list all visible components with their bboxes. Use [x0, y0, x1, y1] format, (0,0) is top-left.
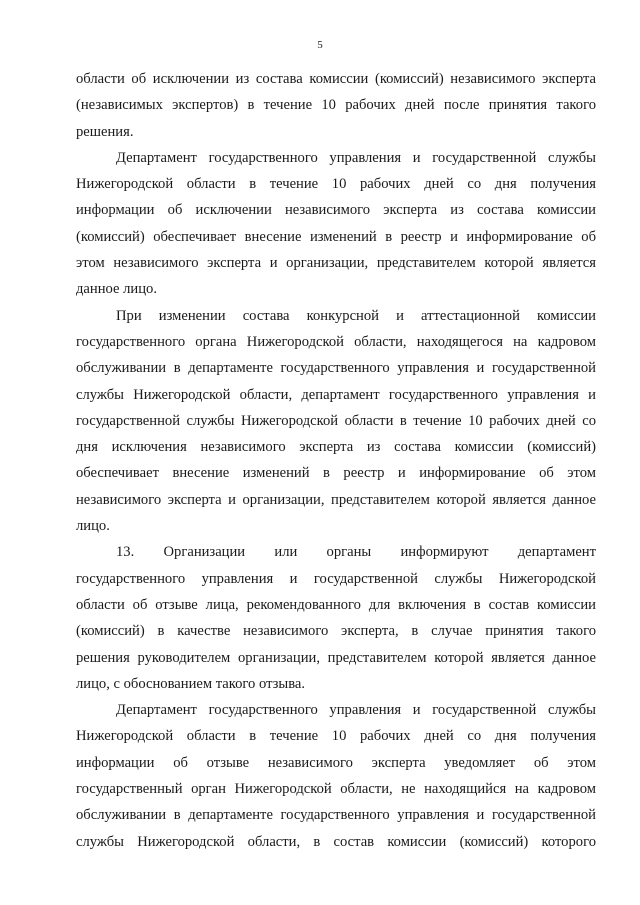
- text-line: данное лицо.: [76, 281, 157, 298]
- paragraph: [76, 145, 596, 303]
- text-line: обслуживании в департаменте государственного управления и государственной: [76, 360, 596, 377]
- text-line: Департамент государственного управления и государственной службы: [116, 702, 596, 719]
- text-line: Департамент государственного управления и государственной службы: [116, 149, 596, 166]
- text-line: При изменении состава конкурсной и аттестационной комиссии: [116, 307, 596, 324]
- text-line: (комиссий) в качестве независимого эксперта, в случае принятия такого: [76, 623, 596, 640]
- document-body: [76, 66, 596, 855]
- text-line: независимого эксперта и организации, представителем которой является данное: [76, 491, 596, 508]
- text-line: Нижегородской области в течение 10 рабочих дней со дня получения: [76, 728, 596, 745]
- paragraph: [76, 66, 596, 145]
- text-line: государственного органа Нижегородской области, находящегося на кадровом: [76, 333, 596, 350]
- text-line: решения руководителем организации, представителем которой является данное: [76, 649, 596, 666]
- text-line: информации об отзыве независимого эксперта уведомляет об этом: [76, 754, 596, 771]
- paragraph: [76, 697, 596, 855]
- text-line: обслуживании в департаменте государственного управления и государственной: [76, 807, 596, 824]
- text-line: (комиссий) обеспечивает внесение изменений в реестр и информирование об: [76, 228, 596, 245]
- text-line: лицо, с обоснованием такого отзыва.: [76, 675, 306, 692]
- text-line: (независимых экспертов) в течение 10 рабочих дней после принятия такого: [76, 97, 596, 114]
- text-line: Нижегородской области в течение 10 рабочих дней со дня получения: [76, 176, 596, 193]
- text-line: государственный орган Нижегородской области, не находящийся на кадровом: [76, 781, 596, 798]
- text-line: дня исключения независимого эксперта из состава комиссии (комиссий): [76, 439, 596, 456]
- text-line: области об отзыве лица, рекомендованного для включения в состав комиссии: [76, 596, 596, 613]
- text-line: 13. Организации или органы информируют департамент: [116, 544, 596, 561]
- text-line: государственного управления и государственной службы Нижегородской: [76, 570, 596, 587]
- text-line: службы Нижегородской области, в состав комиссии (комиссий) которого: [76, 833, 596, 850]
- text-line: этом независимого эксперта и организации, представителем которой является: [76, 255, 596, 272]
- text-line: службы Нижегородской области, департамент государственного управления и: [76, 386, 596, 403]
- text-line: информации об исключении независимого эксперта из состава комиссии: [76, 202, 596, 219]
- text-line: обеспечивает внесение изменений в реестр и информирование об этом: [76, 465, 596, 482]
- page-number: 5: [317, 39, 323, 51]
- text-line: лицо.: [76, 518, 110, 535]
- text-line: решения.: [76, 123, 134, 140]
- paragraph: [76, 539, 596, 697]
- text-line: государственной службы Нижегородской области в течение 10 рабочих дней со: [76, 412, 596, 429]
- paragraph: [76, 303, 596, 540]
- text-line: области об исключении из состава комиссии (комиссий) независимого эксперта: [76, 71, 596, 87]
